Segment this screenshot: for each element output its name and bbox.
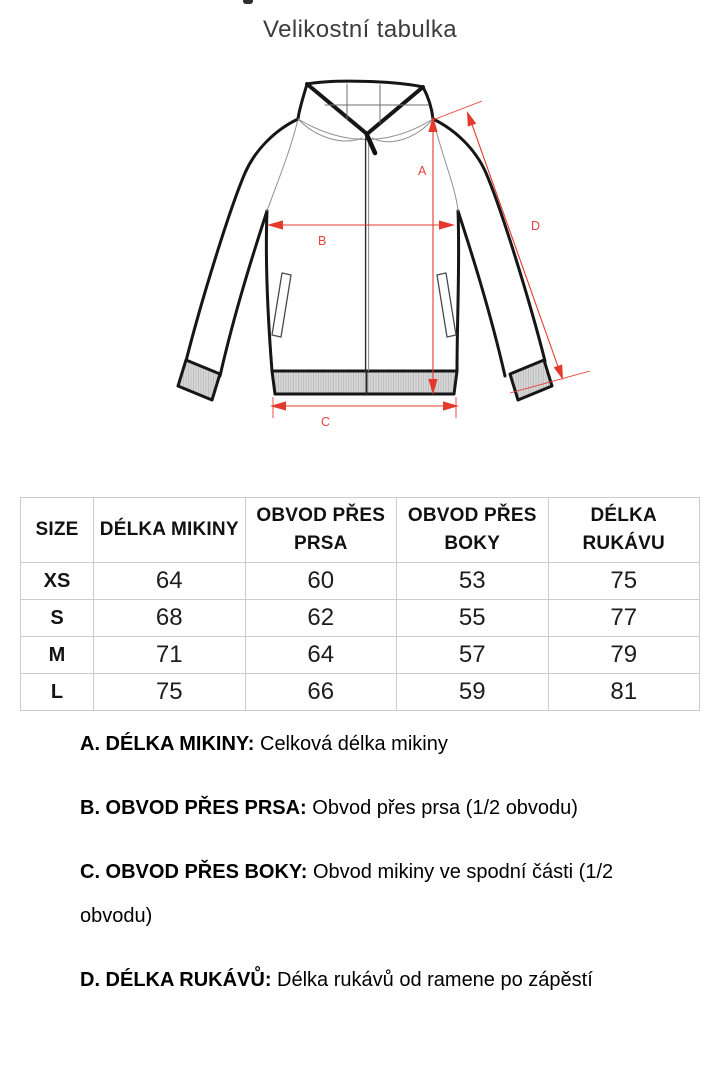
table-row-xs (21, 563, 700, 600)
size-label: S (21, 600, 94, 637)
cell-value: 60 (245, 563, 397, 600)
hood (298, 81, 433, 142)
hem-band (272, 371, 457, 394)
left-cuff (178, 360, 220, 400)
cell-value: 79 (548, 637, 700, 674)
measurement-legend (80, 722, 640, 1022)
legend-label: C. OBVOD PŘES BOKY: (80, 861, 308, 883)
cell-value: 68 (94, 600, 246, 637)
cell-value: 62 (245, 600, 397, 637)
table-row-s (21, 600, 700, 637)
table-row-l (21, 674, 700, 711)
col-header-obvod-pres-prsa: OBVOD PŘES PRSA (245, 498, 397, 563)
label-b: B (318, 234, 327, 248)
legend-text: Obvod přes prsa (1/2 obvodu) (306, 797, 578, 819)
hoodie-size-diagram (140, 58, 610, 470)
cropped-text-fragment (243, 0, 253, 4)
cell-value: 77 (548, 600, 700, 637)
col-header-obvod-pres-boky: OBVOD PŘES BOKY (397, 498, 549, 563)
size-label: M (21, 637, 94, 674)
legend-item-b (80, 786, 640, 830)
cell-value: 71 (94, 637, 246, 674)
col-header-delka-rukavu: DÉLKA RUKÁVU (548, 498, 700, 563)
size-label: L (21, 674, 94, 711)
dimension-b (267, 220, 455, 229)
hoodie-outline (178, 81, 552, 400)
cell-value: 75 (548, 563, 700, 600)
legend-text: Celková délka mikiny (254, 733, 448, 755)
size-table-header-row (21, 498, 700, 563)
legend-label: D. DÉLKA RUKÁVŮ: (80, 969, 272, 991)
cell-value: 53 (397, 563, 549, 600)
legend-item-a (80, 722, 640, 766)
legend-item-c (80, 850, 640, 938)
size-table (20, 497, 700, 711)
page-title: Velikostní tabulka (263, 16, 457, 43)
legend-text: Obvod mikiny ve spodní části (1/2 obvodu) (80, 861, 614, 927)
dimension-a (428, 116, 437, 395)
cell-value: 64 (94, 563, 246, 600)
legend-label: B. OBVOD PŘES PRSA: (80, 797, 307, 819)
label-c: C (321, 415, 331, 429)
cell-value: 66 (245, 674, 397, 711)
size-label: XS (21, 563, 94, 600)
cell-value: 75 (94, 674, 246, 711)
right-cuff (510, 360, 552, 400)
cell-value: 59 (397, 674, 549, 711)
col-header-delka-mikiny: DÉLKA MIKINY (94, 498, 246, 563)
col-header-size: SIZE (21, 498, 94, 563)
cell-value: 64 (245, 637, 397, 674)
label-a: A (418, 164, 427, 178)
cell-value: 57 (397, 637, 549, 674)
right-pocket (437, 273, 456, 337)
left-pocket (272, 273, 291, 337)
legend-text: Délka rukávů od ramene po zápěstí (271, 969, 593, 991)
legend-label: A. DÉLKA MIKINY: (80, 733, 255, 755)
table-row-m (21, 637, 700, 674)
label-d: D (531, 219, 541, 233)
legend-item-d (80, 958, 640, 1002)
dimension-c (270, 397, 459, 418)
hoodie-diagram-svg (140, 58, 610, 470)
cell-value: 81 (548, 674, 700, 711)
cell-value: 55 (397, 600, 549, 637)
zipper (366, 135, 375, 394)
